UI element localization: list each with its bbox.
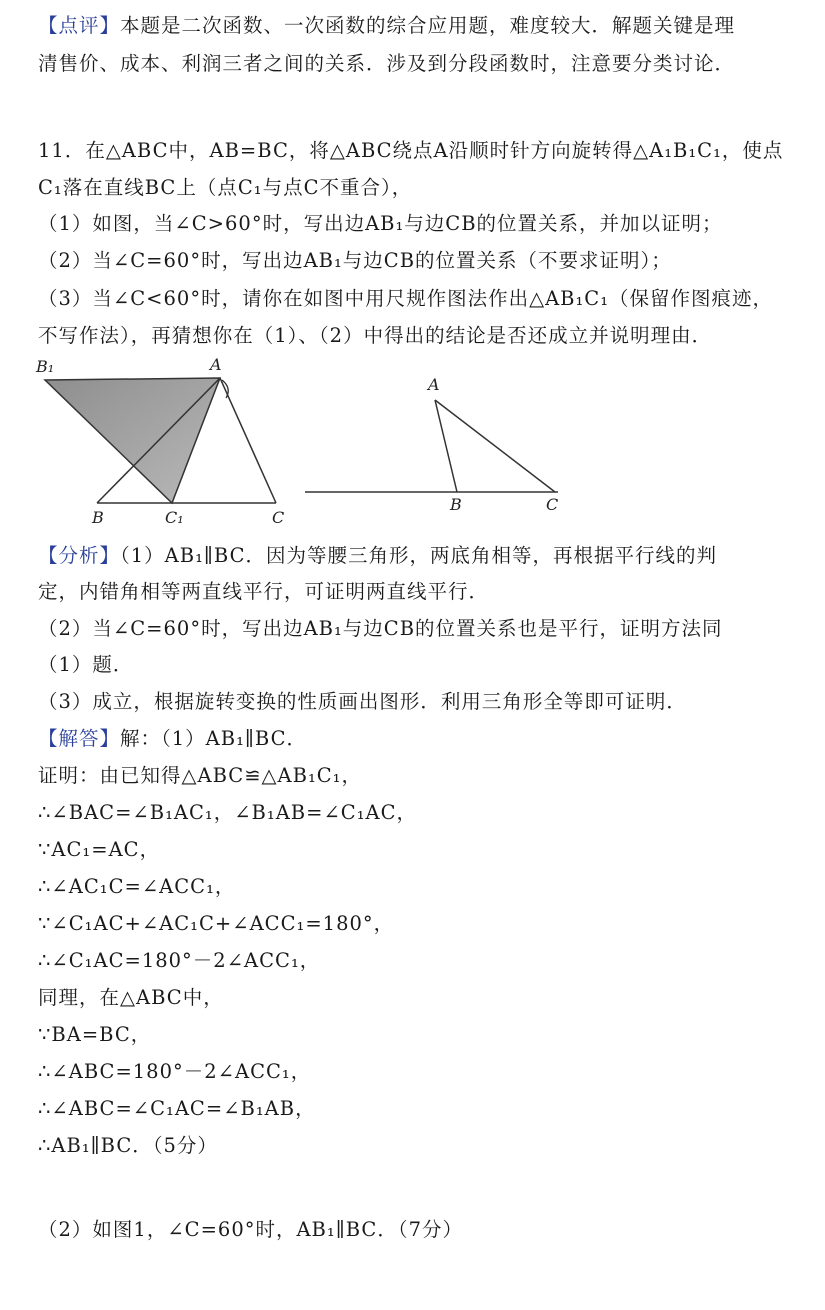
solution-line-3: ∴∠BAC=∠B₁AC₁，∠B₁AB=∠C₁AC， bbox=[38, 801, 418, 824]
analysis-line-4: （1）题． bbox=[38, 653, 134, 676]
solution-line-11: ∴∠ABC=∠C₁AC=∠B₁AB， bbox=[38, 1097, 316, 1120]
label-a-fig2: A bbox=[428, 375, 440, 394]
solution-line-2: 证明：由已知得△ABC≌△AB₁C₁， bbox=[38, 764, 362, 787]
analysis-tag: 【分析】 bbox=[38, 544, 121, 567]
label-b-fig2: B bbox=[450, 495, 462, 514]
question-3-line-1: （3）当∠C<60°时，请你在如图中用尺规作图法作出△AB₁C₁（保留作图痕迹， bbox=[38, 287, 774, 310]
label-a-fig1: A bbox=[210, 355, 222, 374]
question-3-line-2: 不写作法），再猜想你在（1）、（2）中得出的结论是否还成立并说明理由． bbox=[38, 324, 713, 347]
solution-line-8: 同理，在△ABC中， bbox=[38, 986, 224, 1009]
analysis-line-2: 定，内错角相等两直线平行，可证明两直线平行． bbox=[38, 580, 490, 603]
question-1: （1）如图，当∠C>60°时，写出边AB₁与边CB的位置关系，并加以证明； bbox=[38, 212, 723, 235]
analysis-line-1 bbox=[38, 543, 717, 569]
question-2: （2）当∠C=60°时，写出边AB₁与边CB的位置关系（不要求证明）； bbox=[38, 249, 672, 272]
solution-line-1 bbox=[38, 726, 307, 752]
geometry-figures bbox=[0, 350, 825, 540]
solution-line-7: ∴∠C₁AC=180°－2∠ACC₁， bbox=[38, 949, 321, 972]
problem-line-2: C₁落在直线BC上（点C₁与点C不重合）， bbox=[38, 176, 413, 199]
label-c-fig1: C bbox=[272, 508, 285, 527]
solution-line-13: （2）如图1，∠C=60°时，AB₁∥BC．（7分） bbox=[38, 1218, 463, 1241]
solution-line-9: ∵BA=BC， bbox=[38, 1023, 152, 1046]
label-b-fig1: B bbox=[92, 508, 104, 527]
solution-line-5: ∴∠AC₁C=∠ACC₁， bbox=[38, 875, 236, 898]
solution-line-10: ∴∠ABC=180°－2∠ACC₁， bbox=[38, 1060, 312, 1083]
analysis-text-1: （1）AB₁∥BC．因为等腰三角形，两底角相等，再根据平行线的判 bbox=[120, 544, 718, 567]
solution-text-1: 解：（1）AB₁∥BC． bbox=[120, 727, 308, 750]
commentary-text-1: 本题是二次函数、一次函数的综合应用题，难度较大．解题关键是理 bbox=[120, 14, 736, 37]
solution-tag: 【解答】 bbox=[38, 727, 121, 750]
commentary-tag: 【点评】 bbox=[38, 14, 121, 37]
figure-2 bbox=[305, 375, 558, 514]
solution-line-6: ∵∠C₁AC+∠AC₁C+∠ACC₁=180°， bbox=[38, 912, 395, 935]
solution-line-12: ∴AB₁∥BC．（5分） bbox=[38, 1134, 218, 1157]
problem-line-1: 11．在△ABC中，AB=BC，将△ABC绕点A沿顺时针方向旋转得△A₁B₁C₁，使点 bbox=[38, 139, 784, 162]
analysis-line-5: （3）成立，根据旋转变换的性质画出图形．利用三角形全等即可证明． bbox=[38, 690, 687, 713]
figure-1 bbox=[35, 355, 284, 527]
analysis-line-3: （2）当∠C=60°时，写出边AB₁与边CB的位置关系也是平行，证明方法同 bbox=[38, 617, 723, 640]
label-c-fig2: C bbox=[546, 495, 559, 514]
segment-ac bbox=[220, 378, 276, 503]
solution-line-4: ∵AC₁=AC， bbox=[38, 838, 161, 861]
shaded-triangle-ab1c1 bbox=[45, 378, 220, 503]
label-b1: B₁ bbox=[36, 357, 55, 376]
commentary-line-1 bbox=[38, 13, 735, 39]
commentary-line-2: 清售价、成本、利润三者之间的关系．涉及到分段函数时，注意要分类讨论． bbox=[38, 52, 736, 75]
label-c1: C₁ bbox=[165, 508, 184, 527]
